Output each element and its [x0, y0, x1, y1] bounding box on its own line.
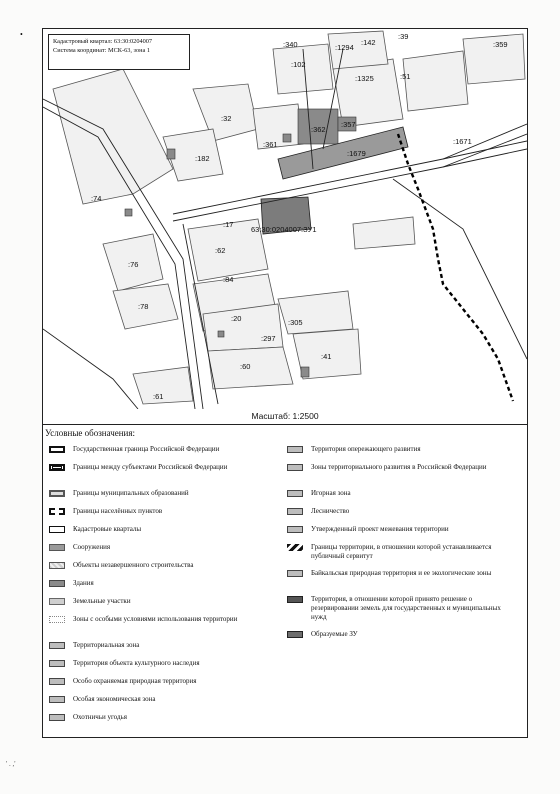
- label-102: :102: [291, 60, 306, 69]
- legend-swatch: [49, 562, 65, 569]
- legend-label: Зоны с особыми условиями использования территории: [73, 615, 238, 623]
- legend-swatch: [287, 596, 303, 603]
- label-17: :17: [223, 220, 234, 229]
- building-41: [301, 367, 309, 377]
- legend-swatch: [49, 508, 65, 515]
- legend-label: Объекты незавершенного строительства: [73, 561, 194, 569]
- label-62: :62: [215, 246, 226, 255]
- building-small: [283, 134, 291, 142]
- parcel-60: [208, 347, 293, 389]
- legend-label: Границы территории, в отношении которой устанавливается публичный сервитут: [311, 543, 492, 560]
- label-39: :39: [398, 32, 409, 41]
- legend-swatch: [49, 526, 65, 533]
- legend-label: Лесничество: [311, 507, 350, 515]
- legend-label: Территория опережающего развития: [311, 445, 421, 453]
- label-51: :51: [400, 72, 411, 81]
- scale-label: Масштаб: 1:2500: [251, 411, 319, 421]
- label-61: :61: [153, 392, 164, 401]
- legend-label: Здания: [73, 579, 94, 587]
- legend-swatch: [287, 508, 303, 515]
- map-sheet: [42, 28, 528, 738]
- legend-swatch: [49, 616, 65, 623]
- legend-swatch: [287, 490, 303, 497]
- label-340: :340: [283, 40, 298, 49]
- label-32: :32: [221, 114, 232, 123]
- label-361: :361: [263, 140, 278, 149]
- scan-dot: •: [20, 30, 23, 39]
- label-1671: :1671: [453, 137, 472, 146]
- kvartal-label: Кадастровый квартал: 63:30:0204007: [53, 38, 153, 45]
- legend-swatch: [49, 598, 65, 605]
- legend-swatch: [287, 464, 303, 471]
- legend-label: Байкальская природная территория и ее экологические зоны: [311, 569, 492, 577]
- parcel-361: [253, 104, 303, 149]
- legend-swatch: [49, 660, 65, 667]
- label-74: :74: [91, 194, 102, 203]
- legend-swatch: [287, 631, 303, 638]
- parcel-51: [403, 51, 468, 111]
- label-182: :182: [195, 154, 210, 163]
- legend-label: Особая экономическая зона: [73, 695, 156, 703]
- legend-label: Границы между субъектами Российской Федерации: [73, 463, 228, 471]
- label-297: :297: [261, 334, 276, 343]
- legend-label: Утвержденный проект межевания территории: [311, 525, 449, 533]
- label-76: :76: [128, 260, 139, 269]
- label-78: :78: [138, 302, 149, 311]
- legend-swatch: [287, 526, 303, 533]
- legend-label: Границы муниципальных образований: [73, 489, 189, 497]
- label-zu1: 63:30:0204007:ЗУ1: [251, 225, 317, 234]
- label-305: :305: [288, 318, 303, 327]
- legend-label: Особо охраняемая природная территория: [73, 677, 197, 685]
- legend-swatch: [49, 464, 65, 471]
- legend-swatch: [49, 446, 65, 453]
- divider: [43, 424, 527, 425]
- label-357: :357: [341, 120, 356, 129]
- building-74: [125, 209, 132, 216]
- label-1294: :1294: [335, 43, 354, 52]
- building-182: [167, 149, 175, 159]
- label-362: :362: [311, 125, 326, 134]
- legend-swatch: [49, 642, 65, 649]
- legend-label: Территория, в отношении которой принято решение о резервировании земель для государственных и муниципальных нужд: [311, 595, 501, 621]
- legend-swatch: [49, 544, 65, 551]
- label-60: :60: [240, 362, 251, 371]
- legend-swatch: [49, 490, 65, 497]
- scan-marks: ' . ,': [6, 760, 16, 768]
- legend-label: Зоны территориального развития в Российской Федерации: [311, 463, 487, 471]
- coordinate-system-label: Система координат: МСК-63, зона 1: [53, 47, 151, 54]
- label-1325: :1325: [355, 74, 374, 83]
- legend-label: Территориальная зона: [73, 641, 140, 649]
- legend-label: Границы населённых пунктов: [73, 507, 163, 515]
- legend-label: Сооружения: [73, 543, 111, 551]
- legend-swatch: [49, 696, 65, 703]
- legend-label: Охотничьи угодья: [73, 713, 127, 721]
- legend-swatch: [287, 446, 303, 453]
- legend-label: Государственная граница Российской Федерации: [73, 445, 220, 453]
- legend-title: Условные обозначения:: [45, 428, 136, 438]
- legend-label: Кадастровые кварталы: [73, 525, 142, 533]
- label-1679: :1679: [347, 149, 366, 158]
- label-20: :20: [231, 314, 242, 323]
- legend-swatch: [49, 714, 65, 721]
- parcel-305: [278, 291, 353, 334]
- legend-label: Территория объекта культурного наследия: [73, 659, 200, 667]
- legend-label: Игорная зона: [311, 489, 351, 497]
- building-20: [218, 331, 224, 337]
- legend-swatch: [49, 678, 65, 685]
- legend-swatch: [287, 570, 303, 577]
- legend-label: Земельные участки: [73, 597, 131, 605]
- map-info-box: [48, 34, 190, 70]
- cadastral-map: [43, 29, 527, 409]
- map-svg: [43, 29, 527, 409]
- label-41: :41: [321, 352, 332, 361]
- legend-swatch: [287, 544, 303, 551]
- label-142: :142: [361, 38, 376, 47]
- legend-swatch: [49, 580, 65, 587]
- label-359: :359: [493, 40, 508, 49]
- legend-label: Образуемые ЗУ: [311, 630, 358, 638]
- label-84: :84: [223, 275, 234, 284]
